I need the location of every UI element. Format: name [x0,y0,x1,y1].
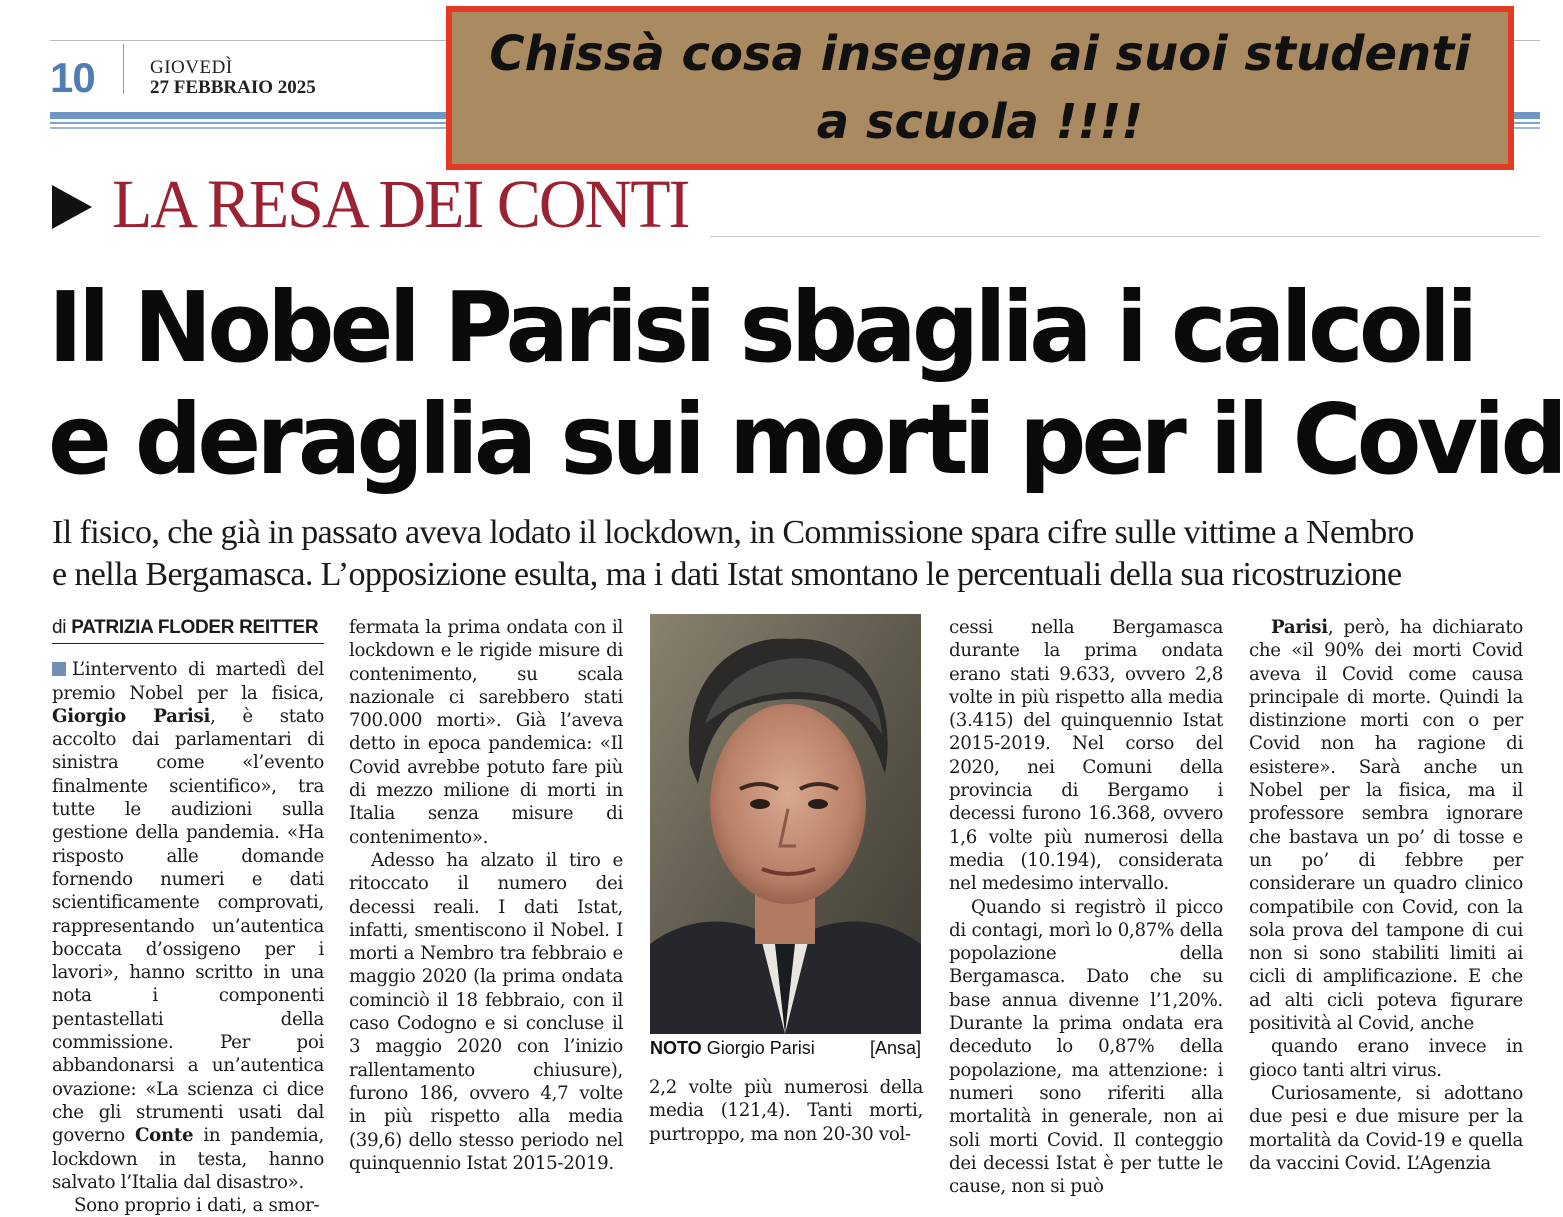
paragraph: Adesso ha alzato il tiro e ritoccato il numero dei decessi reali. I dati Istat, infatti, smentiscono il Nobel. I morti a Nembro tra febbraio e maggio 2020 (la prima ondata cominciò il 18 febbraio, con il caso Codogno e si concluse il 3 maggio 2020 con l’inizio rallentamento chiusure), furono 186, ovvero 4,7 volte in più rispetto alla media (39,6) dello stesso periodo nel quinquennio Istat 2015-2019. [349,849,623,1174]
subheadline [52,512,1532,596]
paragraph: Quando si registrò il picco di contagi, morì lo 0,87% della popolazione della Bergamasca. Dato che su base annua divenne l’1,20%. Durante la prima ondata era deceduto lo 0,87% della popolazione, ma attenzione: i numeri sono riferiti alla mortalità in generale, non ai soli morti Covid. Il conteggio dei decessi Istat è per tutte le cause, non si può [949,896,1223,1198]
article-column-1 [52,616,324,1217]
paragraph: quando erano invece in gioco tanti altri virus. [1249,1036,1523,1081]
date-block [150,58,316,98]
date-full: 27 FEBBRAIO 2025 [150,77,316,98]
subheadline-line-2: e nella Bergamasca. L’opposizione esulta, ma i dati Istat smontano le percentuali della sua ricostruzione [52,556,1402,593]
byline-author: PATRIZIA FLODER REITTER [71,617,319,638]
caption-name: Giorgio Parisi [706,1038,815,1058]
byline-prefix: di [52,617,67,638]
page-number: 10 [50,54,95,101]
caption-left [650,1038,815,1059]
portrait-illustration [650,614,921,1034]
person-name: Conte [134,1125,194,1147]
paragraph: fermata la prima ondata con il lockdown e le rigide misure di contenimento, su scala nazionale ci sarebbero stati 700.000 morti». Già l’aveva detto in epoca pandemica: «Il Covid avrebbe potuto fare più di mezzo milione di morti in Italia senza misure di contenimento». [349,617,623,848]
kicker-text: LA RESA DEI CONTI [112,166,689,243]
date-day: GIOVEDÌ [150,57,233,78]
callout-text: Chissà cosa insegna ai suoi studenti a scuola !!!! [489,26,1471,150]
byline [52,616,324,644]
section-kicker [52,166,689,243]
paragraph [52,658,324,1194]
caption-label: NOTO [650,1038,702,1058]
kicker-rule [710,236,1540,237]
paragraph [1249,616,1523,1035]
paragraph: cessi nella Bergamasca durante la prima ondata erano stati 9.633, ovvero 2,8 volte in più rispetto alla media (3.415) del quinquennio Istat 2015-2019. Nel corso del 2020, nei Comuni della provincia di Bergamo i decessi furono 16.368, ovvero 1,6 volte più numerosi della media (10.194), considerata nel medesimo intervallo. [949,617,1223,895]
headline [48,271,1563,496]
paragraph: Sono proprio i dati, a smor- [74,1195,320,1217]
article-column-2 [349,616,623,1175]
text-run: in pandemia, lockdown in testa, hanno salvato l’Italia dal disastro». [52,1125,324,1193]
article-column-3 [649,1076,923,1146]
annotation-callout [446,6,1514,170]
photo-caption [650,1038,921,1059]
portrait-photo [650,614,921,1034]
triangle-arrow-icon [52,185,92,229]
subheadline-line-1: Il fisico, che già in passato aveva lodato il lockdown, in Commissione spara cifre sulle vittime a Nembro [52,514,1414,551]
headline-line-2: e deraglia sui morti per il Covid [48,383,1563,496]
article-column-5 [1249,616,1523,1175]
paragraph: Curiosamente, si adottano due pesi e due misure per la mortalità da Covid-19 e quella da vaccini Covid. L’Agenzia [1249,1082,1523,1174]
caption-credit: [Ansa] [869,1038,921,1058]
person-name: Parisi [1271,617,1328,638]
article-column-4 [949,616,1223,1198]
square-bullet-icon [52,662,66,676]
text-run: , è stato accolto dai parlamentari di sinistra come «l’evento finalmente scientifico», tra tutte le audizioni sulla gestione della pandemia. «Ha risposto alle domande fornendo numeri e dati scientificamente comprovati, rappresentando un’autentica boccata d’ossigeno per i lavori», hanno scritto in una nota i componenti pentastellati della commissione. Per poi abbandonarsi a un’autentica ovazione: «La scienza ci dice che gli strumenti usati dal governo [52,705,325,1147]
header-divider [123,44,124,94]
paragraph: 2,2 volte più numerosi della media (121,4). Tanti morti, purtroppo, ma non 20-30 vol- [649,1077,923,1145]
text-run: , però, ha dichiarato che «il 90% dei morti Covid aveva il Covid come causa principale di morte. Quindi la distinzione morti con o per Covid non ha ragione di esistere». Sarà anche un Nobel per la fisica, ma il professore sembra ignorare che bastava un po’ di tosse e un po’ di febbre per considerare un quadro clinico compatibile con Covid, con la sola prova del tampone di cui non si sono stabiliti limiti ai cicli di amplificazione. E che ad alti cicli poteva figurare positività al Covid, anche [1249,617,1523,1035]
headline-line-1: Il Nobel Parisi sbaglia i calcoli [48,271,1474,384]
text-run: L’intervento di martedì del premio Nobel per la fisica, [52,659,324,704]
person-name: Giorgio Parisi [52,705,211,727]
